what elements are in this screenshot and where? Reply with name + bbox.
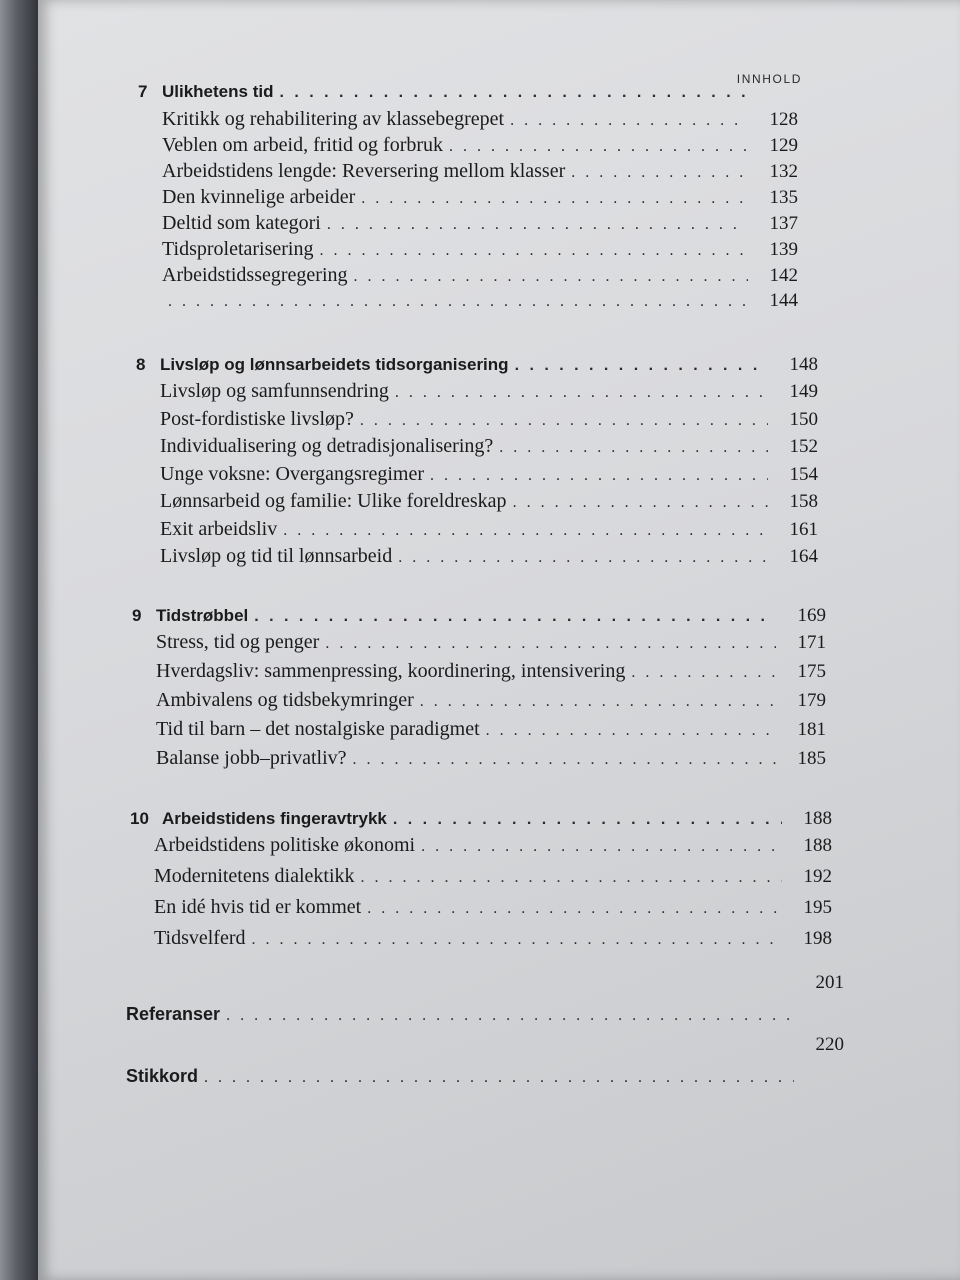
section-title: Livsløp og tid til lønnsarbeid: [160, 545, 393, 567]
page-number: 175: [797, 660, 826, 682]
section-entry[interactable]: [162, 212, 798, 238]
leader-dots: [204, 1069, 794, 1087]
leader-dots: [499, 439, 768, 457]
leader-dots: [430, 467, 768, 485]
page-number: 137: [769, 213, 798, 234]
page-number: 154: [789, 463, 818, 485]
leader-dots: [571, 164, 748, 182]
chapter-heading[interactable]: [136, 354, 818, 380]
leader-dots: [283, 522, 768, 540]
leader-dots: [168, 293, 748, 311]
section-title: Modernitetens dialektikk: [154, 864, 355, 887]
leader-dots: [327, 216, 748, 234]
section-entry[interactable]: [154, 896, 832, 927]
chapter-10: [130, 808, 832, 958]
page-number: 148: [789, 354, 818, 375]
section-title: Den kvinnelige arbeider: [162, 186, 356, 208]
leader-dots: [513, 494, 768, 512]
section-title: Individualisering og detradisjonalisering?: [160, 435, 494, 457]
chapter-7: [138, 82, 798, 316]
section-title: Stress, tid og penger: [156, 630, 320, 653]
leader-dots: [631, 664, 776, 682]
section-title: En idé hvis tid er kommet: [154, 895, 362, 918]
section-entry[interactable]: [162, 290, 798, 316]
chapter-title: Ulikhetens tid: [162, 82, 274, 101]
leader-dots: [361, 190, 748, 208]
page-number: 179: [797, 689, 826, 711]
page-number: 198: [803, 927, 832, 949]
page-number: 195: [803, 896, 832, 918]
page-number: 181: [797, 718, 826, 740]
leader-dots: [420, 693, 776, 711]
leader-dots: [367, 900, 782, 918]
leader-dots: [319, 242, 748, 260]
section-entry[interactable]: [162, 134, 798, 160]
section-title: Lønnsarbeid og familie: Ulike foreldreskap: [160, 490, 507, 512]
section-entry[interactable]: [156, 747, 826, 776]
section-entry[interactable]: [160, 545, 818, 573]
page-number: 171: [797, 631, 826, 653]
chapter-title: Livsløp og lønnsarbeidets tidsorganisering: [160, 355, 509, 374]
section-title: Exit arbeidsliv: [160, 517, 278, 540]
chapter-number: 8: [136, 355, 146, 374]
section-entry[interactable]: [156, 660, 826, 689]
leader-dots: [510, 112, 748, 130]
page-number: 139: [769, 239, 798, 260]
book-page: [38, 0, 960, 1280]
chapter-heading[interactable]: [130, 808, 832, 834]
chapter-number: 9: [132, 605, 142, 625]
leader-dots: [251, 931, 782, 949]
table-of-contents: [38, 82, 938, 1128]
page-number: 188: [803, 834, 832, 856]
section-entry[interactable]: [154, 834, 832, 865]
back-matter-title: Stikkord: [126, 1065, 199, 1086]
section-title: Veblen om arbeid, fritid og forbruk: [162, 134, 444, 156]
section-title: Balanse jobb–privatliv?: [156, 746, 347, 769]
section-entry[interactable]: [160, 518, 818, 546]
running-head: INNHOLD: [736, 72, 802, 86]
page-number: 128: [769, 109, 798, 130]
leader-dots: [421, 838, 782, 856]
section-title: Post-fordistiske livsløp?: [160, 407, 354, 430]
leader-dots: [515, 357, 768, 375]
section-entry[interactable]: [156, 689, 826, 718]
section-entry[interactable]: [156, 718, 826, 747]
section-title: Unge voksne: Overgangsregimer: [160, 462, 425, 485]
chapter-title: Arbeidstidens fingeravtrykk: [162, 808, 387, 828]
section-title: Livsløp og samfunnsendring: [160, 380, 389, 402]
page-number: 188: [803, 807, 832, 829]
section-entry[interactable]: [156, 631, 826, 660]
leader-dots: [325, 635, 776, 653]
page-number: 135: [769, 187, 798, 208]
page-number: 132: [769, 161, 798, 182]
page-number: 142: [769, 265, 798, 286]
page-number: 129: [769, 135, 798, 156]
section-entry[interactable]: [160, 435, 818, 463]
section-entry[interactable]: [162, 238, 798, 264]
section-title: Tidsproletarisering: [162, 238, 314, 260]
page-number: 161: [789, 518, 818, 540]
chapter-number: 7: [138, 82, 148, 101]
chapter-title: Tidstrøbbel: [156, 605, 249, 625]
leader-dots: [353, 751, 776, 769]
section-entry[interactable]: [162, 108, 798, 134]
leader-dots: [354, 268, 748, 286]
section-entry[interactable]: [162, 186, 798, 212]
section-title: Arbeidstidssegregering: [162, 264, 348, 286]
chapter-number: 10: [130, 808, 149, 828]
leader-dots: [279, 84, 748, 102]
section-title: Hverdagsliv: sammenpressing, koordinering, intensivering: [156, 659, 626, 682]
section-entry[interactable]: [162, 160, 798, 186]
page-number: 169: [797, 604, 826, 626]
section-title: Kritikk og rehabilitering av klassebegrepet: [162, 108, 505, 130]
section-entry[interactable]: [160, 463, 818, 491]
page-number: 185: [797, 747, 826, 769]
section-title: Deltid som kategori: [162, 212, 321, 234]
leader-dots: [361, 869, 782, 887]
page-number: 164: [789, 546, 818, 567]
leader-dots: [254, 608, 776, 626]
chapter-heading[interactable]: [138, 82, 798, 108]
back-matter-entry[interactable]: [126, 971, 844, 1066]
chapter-8: [136, 354, 818, 573]
section-entry[interactable]: [154, 927, 832, 958]
page-number: 144: [769, 290, 798, 311]
back-matter-entry[interactable]: [126, 1033, 844, 1128]
leader-dots: [395, 384, 768, 402]
section-entry[interactable]: [160, 380, 818, 408]
page-number: 201: [815, 971, 844, 993]
section-title: Arbeidstidens lengde: Reversering mellom klasser: [162, 160, 566, 182]
section-title: Tid til barn – det nostalgiske paradigmet: [156, 717, 480, 740]
leader-dots: [486, 722, 776, 740]
section-title: Arbeidstidens politiske økonomi: [154, 833, 416, 856]
section-title: Tidsvelferd: [154, 926, 246, 949]
book-spine: [0, 0, 40, 1280]
back-matter-title: Referanser: [126, 1003, 221, 1024]
leader-dots: [360, 412, 768, 430]
leader-dots: [393, 811, 782, 829]
section-entry[interactable]: [160, 408, 818, 436]
page-number: 192: [803, 865, 832, 887]
back-matter: [126, 971, 844, 1128]
leader-dots: [398, 549, 768, 567]
section-title: Ambivalens og tidsbekymringer: [156, 688, 414, 711]
page-number: 220: [815, 1033, 844, 1055]
page-number: 152: [789, 436, 818, 457]
leader-dots: [226, 1007, 794, 1025]
section-entry[interactable]: [162, 264, 798, 290]
page-number: 150: [789, 408, 818, 430]
chapter-9: [132, 605, 826, 776]
page-number: 158: [789, 491, 818, 512]
chapter-heading[interactable]: [132, 605, 826, 631]
section-entry[interactable]: [160, 490, 818, 518]
leader-dots: [449, 138, 748, 156]
page-number: 149: [789, 381, 818, 402]
section-entry[interactable]: [154, 865, 832, 896]
